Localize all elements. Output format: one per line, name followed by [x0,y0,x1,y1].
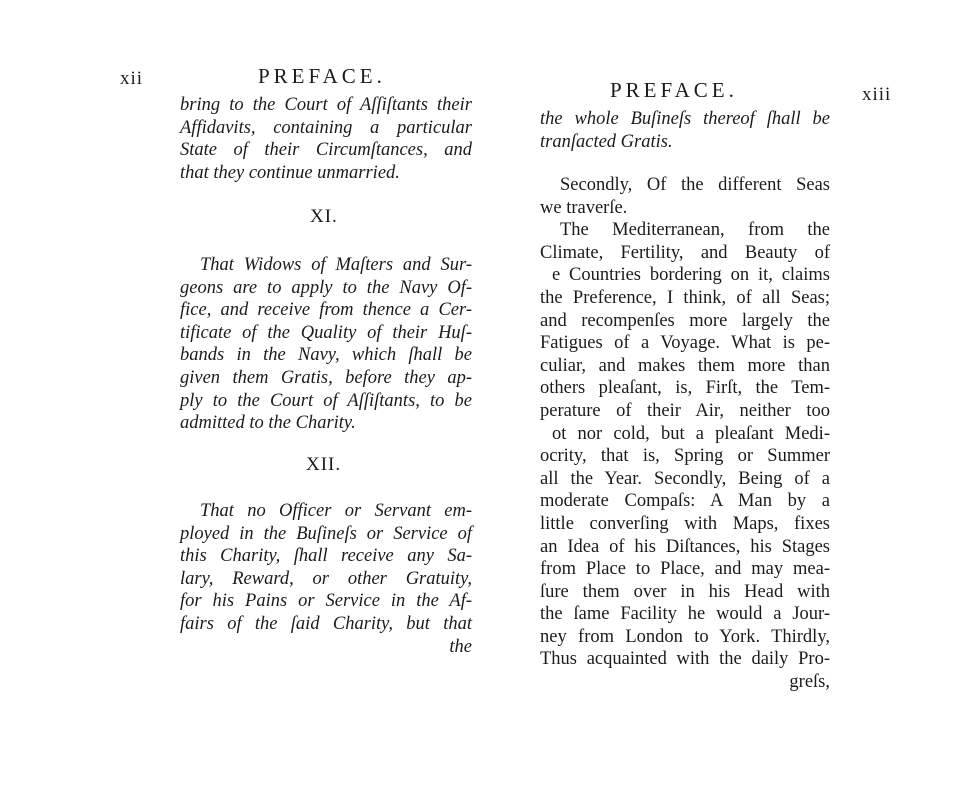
running-head-left: PREFACE. [258,64,386,88]
section-xii-paragraph [180,500,472,658]
text-line: ney from London to York. Thirdly, [540,626,830,647]
text-line: e Countries bordering on it, claims [552,265,830,286]
text-line: tranſacted Gratis. [540,131,673,152]
text-line: the Preference, I think, of all Seas; [540,287,830,308]
catchword-right: greſs, [789,672,830,693]
section-xi-paragraph [180,254,472,435]
text-line: Secondly, Of the different Seas [560,175,830,195]
text-line: little converſing with Maps, fixes [540,513,830,534]
text-line: perature of their Air, neither too [540,400,830,421]
right-page [490,0,980,802]
text-line: Thus acquainted with the daily Pro- [540,649,830,670]
text-line: ſure them over in his Head with [540,581,830,602]
text-line: that they continue unmarried. [180,162,400,183]
text-line: others pleaſant, is, Firſt, the Tem- [540,378,830,399]
text-line: State of their Circumſtances, and [180,140,472,161]
text-line: ply to the Court of Aſſiſtants, to be [180,390,472,411]
text-line: ployed in the Buſineſs or Service of [180,523,472,544]
text-line: bring to the Court of Aſſiſtants their [180,95,472,115]
text-line: fairs of the ſaid Charity, but that [180,613,472,634]
text-line: culiar, and makes them more than [540,355,830,376]
catchword-left: the [449,636,472,657]
text-line: the whole Buſineſs thereof ſhall be [540,109,830,129]
right-body-paragraph [540,174,830,694]
text-line: geons are to apply to the Navy Of- [180,277,472,298]
section-heading-xi: XI. [310,206,338,227]
text-line: bands in the Navy, which ſhall be [180,345,472,366]
text-line: tificate of the Quality of their Huſ- [180,322,472,343]
text-line: this Charity, ſhall receive any Sa- [180,546,472,567]
running-head-right: PREFACE. [610,78,738,102]
text-line: Fatigues of a Voyage. What is pe- [540,333,830,354]
text-line: fice, and receive from thence a Cer- [180,300,472,321]
text-line: the ſame Facility he would a Jour- [540,604,830,625]
text-line: admitted to the Charity. [180,413,356,434]
right-opening-paragraph [540,108,830,153]
text-line: The Mediterranean, from the [560,220,830,241]
text-line: lary, Reward, or other Gratuity, [180,568,472,589]
text-line: Climate, Fertility, and Beauty of [540,242,830,263]
text-line: and recompenſes more largely the [540,310,830,331]
text-line: we traverſe. [540,197,628,218]
text-line: Affidavits, containing a particular [180,117,472,138]
text-line: for his Pains or Service in the Af- [180,591,472,612]
text-line: ocrity, that is, Spring or Summer [540,446,830,467]
text-line: moderate Compaſs: A Man by a [540,491,830,512]
text-line: from Place to Place, and may mea- [540,559,830,580]
page-number-left: xii [120,68,144,89]
text-line: given them Gratis, before they ap- [180,367,472,388]
text-line: an Idea of his Diſtances, his Stages [540,536,830,557]
text-line: ot nor cold, but a pleaſant Medi- [552,423,830,444]
text-line: That no Officer or Servant em- [200,501,472,521]
text-line: all the Year. Secondly, Being of a [540,468,830,489]
page-number-right: xiii [862,84,892,105]
left-opening-paragraph [180,94,472,184]
text-line: That Widows of Maſters and Sur- [200,255,472,275]
section-heading-xii: XII. [306,454,342,475]
